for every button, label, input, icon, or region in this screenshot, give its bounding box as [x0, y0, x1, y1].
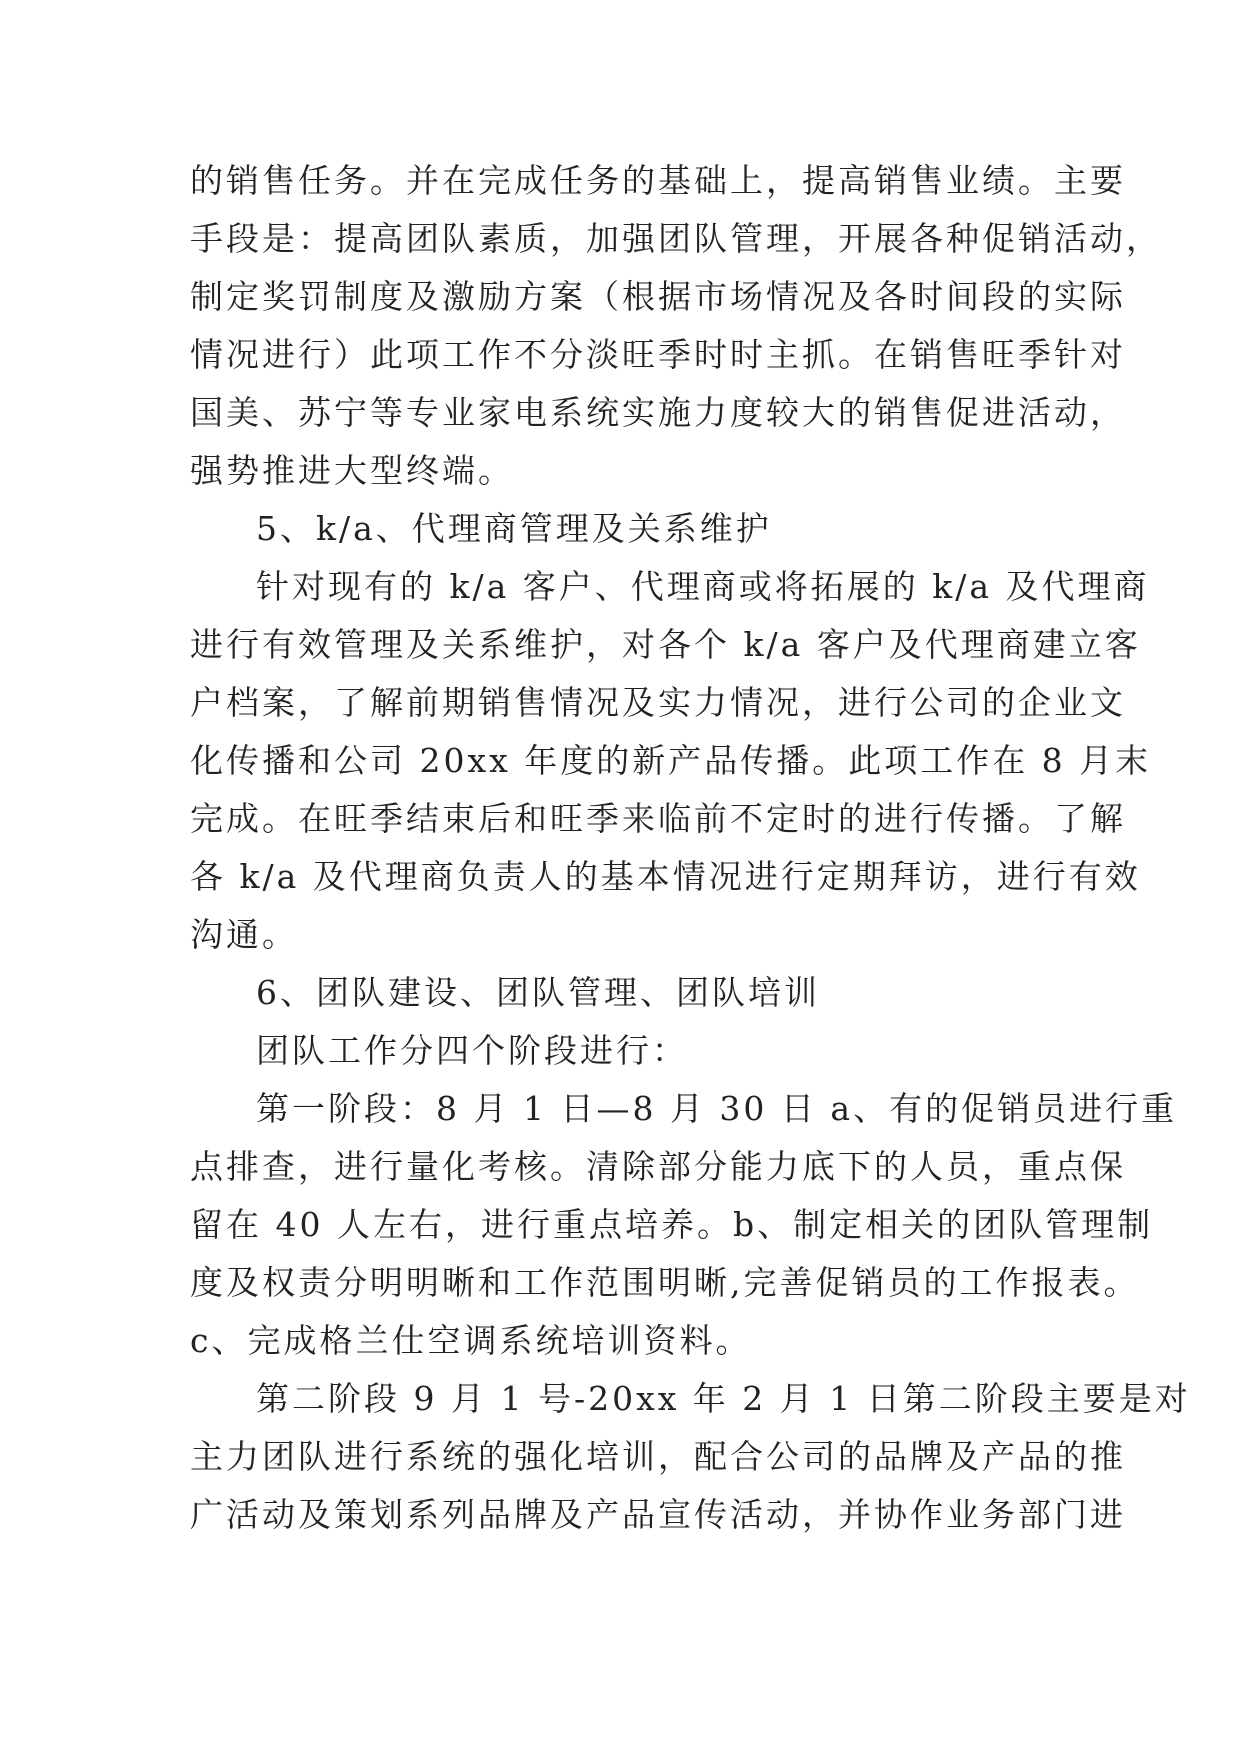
text-line: 化传播和公司 20xx 年度的新产品传播。此项工作在 8 月末: [190, 741, 1152, 780]
text-line: c、完成格兰仕空调系统培训资料。: [190, 1321, 752, 1360]
text-line: 各 k/a 及代理商负责人的基本情况进行定期拜访，进行有效: [190, 857, 1141, 896]
text-line: 户档案，了解前期销售情况及实力情况，进行公司的企业文: [190, 683, 1126, 722]
text-line: 制定奖罚制度及激励方案（根据市场情况及各时间段的实际: [190, 277, 1126, 316]
text-line: 情况进行）此项工作不分淡旺季时时主抓。在销售旺季针对: [190, 335, 1126, 374]
text-line: 留在 40 人左右，进行重点培养。b、制定相关的团队管理制: [190, 1205, 1154, 1244]
text-line: 第二阶段 9 月 1 号-20xx 年 2 月 1 日第二阶段主要是对: [256, 1379, 1191, 1418]
text-line: 第一阶段：8 月 1 日—8 月 30 日 a、有的促销员进行重: [256, 1089, 1178, 1128]
document-body: [190, 152, 1191, 1544]
text-line: 国美、苏宁等专业家电系统实施力度较大的销售促进活动，: [190, 393, 1126, 432]
text-line: 5、k/a、代理商管理及关系维护: [256, 509, 772, 548]
text-line: 完成。在旺季结束后和旺季来临前不定时的进行传播。了解: [190, 799, 1126, 838]
text-line: 进行有效管理及关系维护，对各个 k/a 客户及代理商建立客: [190, 625, 1141, 664]
text-line: 团队工作分四个阶段进行：: [256, 1031, 688, 1070]
text-line: 的销售任务。并在完成任务的基础上，提高销售业绩。主要: [190, 161, 1126, 200]
text-line: 度及权责分明明晰和工作范围明晰,完善促销员的工作报表。: [190, 1263, 1140, 1302]
text-line: 沟通。: [190, 915, 298, 954]
text-line: 强势推进大型终端。: [190, 451, 514, 490]
text-line: 针对现有的 k/a 客户、代理商或将拓展的 k/a 及代理商: [256, 567, 1150, 606]
text-line: 点排查，进行量化考核。清除部分能力底下的人员，重点保: [190, 1147, 1126, 1186]
text-line: 手段是：提高团队素质，加强团队管理，开展各种促销活动，: [190, 219, 1162, 258]
text-line: 6、团队建设、团队管理、团队培训: [256, 973, 820, 1012]
text-line: 广活动及策划系列品牌及产品宣传活动，并协作业务部门进: [190, 1495, 1126, 1534]
text-line: 主力团队进行系统的强化培训，配合公司的品牌及产品的推: [190, 1437, 1126, 1476]
